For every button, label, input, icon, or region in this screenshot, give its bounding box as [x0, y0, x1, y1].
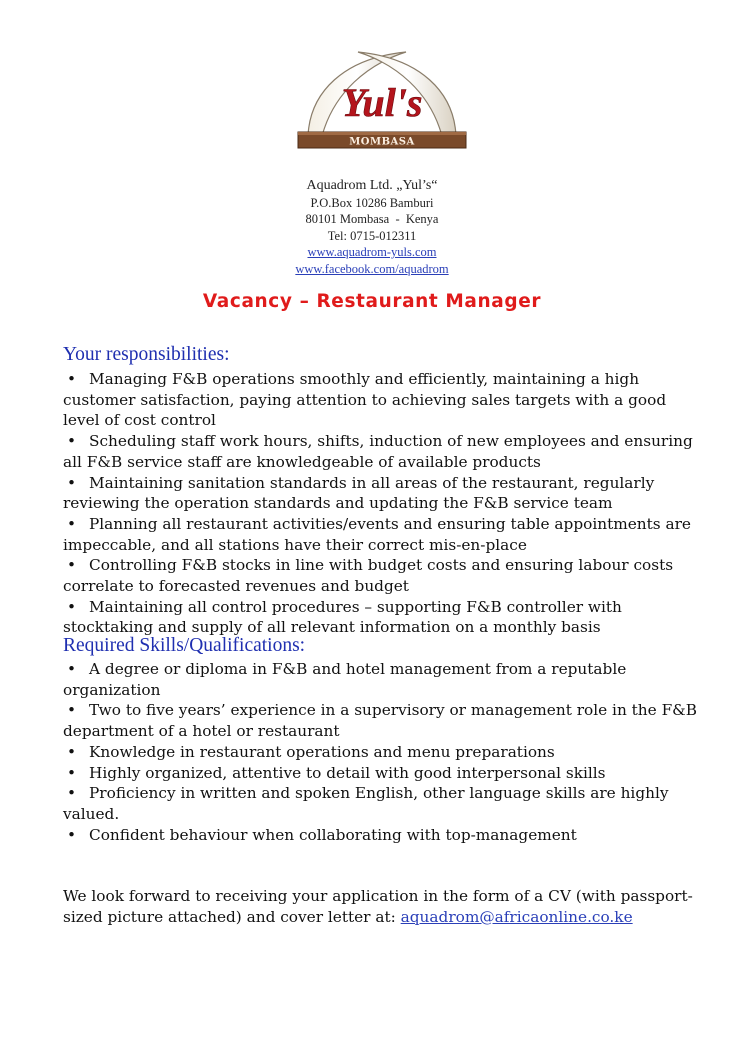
list-item: • Planning all restaurant activities/events and ensuring table appointments are impeccable, and all stations have their correct mis-en-place	[63, 514, 691, 554]
list-item: • Controlling F&B stocks in line with budget costs and ensuring labour costs correlate to forecasted revenues and budget	[63, 556, 674, 596]
po-box: P.O.Box 10286 Bamburi	[310, 195, 434, 210]
bullet-icon: •	[67, 742, 77, 761]
list-item: • Managing F&B operations smoothly and efficiently, maintaining a high customer satisfaction, paying attention to achieving sales targets with a good level of cost control	[63, 370, 667, 430]
list-item: • Knowledge in restaurant operations and menu preparations	[63, 742, 703, 763]
email-link[interactable]: aquadrom@africaonline.co.ke	[400, 907, 633, 926]
bullet-icon: •	[67, 784, 77, 803]
company-name: Aquadrom Ltd. „Yul’s“	[306, 178, 438, 193]
bullet-icon: •	[67, 432, 77, 451]
list-item: • Confident behaviour when collaborating with top-management	[63, 825, 703, 846]
bullet-icon: •	[67, 514, 77, 533]
facebook-link[interactable]: www.facebook.com/aquadrom	[295, 261, 449, 276]
yuls-logo	[294, 44, 470, 156]
contact-block	[0, 178, 744, 278]
bullet-icon: •	[67, 473, 77, 492]
bullet-icon: •	[67, 660, 77, 678]
skills-list	[63, 659, 703, 845]
application-note	[63, 886, 703, 927]
application-text: We look forward to receiving your application in the form of a CV (with passport-sized picture attached) and cover letter at:	[63, 887, 693, 926]
telephone: Tel: 0715-012311	[327, 228, 417, 243]
bullet-icon: •	[67, 825, 77, 844]
bullet-icon: •	[67, 763, 77, 782]
list-item: • Proficiency in written and spoken English, other language skills are highly valued.	[63, 784, 669, 823]
vacancy-title: Vacancy – Restaurant Manager	[202, 291, 542, 312]
list-item: • Maintaining all control procedures – supporting F&B controller with stocktaking and supply of all relevant information on a monthly basis	[63, 597, 622, 637]
responsibilities-heading: Your responsibilities:	[63, 344, 230, 365]
city: 80101 Mombasa - Kenya	[305, 212, 439, 227]
list-item: • Scheduling staff work hours, shifts, induction of new employees and ensuring all F&B service staff are knowledgeable of available products	[63, 432, 693, 471]
logo-wordmark: Yul's	[341, 80, 423, 125]
bullet-icon: •	[67, 701, 77, 720]
list-item: • Maintaining sanitation standards in all areas of the restaurant, regularly reviewing the operation standards and updating the F&B service team	[63, 473, 655, 513]
bullet-icon: •	[67, 597, 77, 616]
bullet-icon: •	[67, 370, 77, 388]
responsibilities-list	[63, 369, 703, 638]
list-item: • A degree or diploma in F&B and hotel management from a reputable organization	[63, 660, 627, 699]
list-item: • Highly organized, attentive to detail with good interpersonal skills	[63, 763, 703, 784]
list-item: • Two to five years’ experience in a supervisory or management role in the F&B department of a hotel or restaurant	[63, 701, 698, 741]
bullet-icon: •	[67, 556, 77, 575]
website-link[interactable]: www.aquadrom-yuls.com	[307, 245, 437, 260]
logo-place: MOMBASA	[349, 136, 415, 148]
skills-heading: Required Skills/Qualifications:	[63, 635, 306, 656]
